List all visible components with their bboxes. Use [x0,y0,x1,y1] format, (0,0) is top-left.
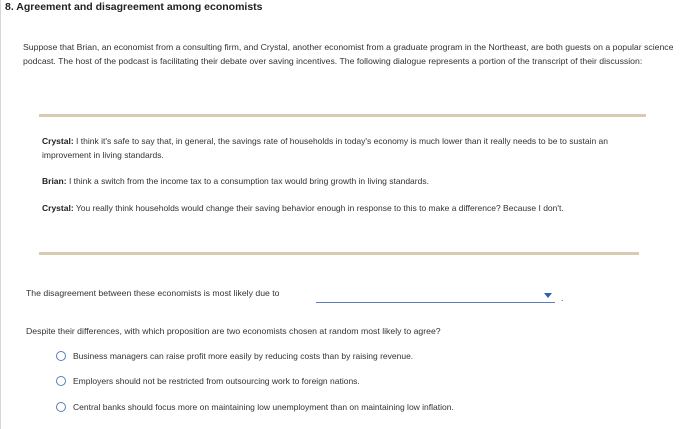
dialogue-line [42,174,647,188]
sentence-period: . [561,293,564,303]
dialogue-text: I think a switch from the income tax to a consumption tax would bring growth in living standards. [68,176,429,186]
answer-option-label[interactable]: Central banks should focus more on maintaining low unemployment than on maintaining low inflation. [73,402,454,412]
dialogue-bottom-divider [39,252,639,255]
agreement-prompt: Despite their differences, with which proposition are two economists chosen at random most likely to agree? [26,326,441,336]
answer-option-label[interactable]: Employers should not be restricted from outsourcing work to foreign nations. [73,376,360,386]
answer-option[interactable] [56,400,454,414]
radio-button[interactable] [56,402,66,412]
question-intro: Suppose that Brian, an economist from a consulting firm, and Crystal, another economist from a graduate program in the Northeast, are both guests on a popular science podcast. The host of the podcast is facilitating their debate over saving incentives. The following dialogue represents a portion of the transcript of their discussion: [23,42,674,66]
radio-button[interactable] [56,376,66,386]
dialogue-text: You really think households would change their saving behavior enough in response to this to make a difference? Because I don't. [75,203,564,213]
answer-option[interactable] [56,374,360,388]
dialogue-line [42,201,647,215]
question-heading: 8. Agreement and disagreement among economists [5,1,263,13]
dialogue-line [42,134,647,162]
answer-option[interactable] [56,349,413,363]
disagreement-dropdown[interactable] [316,289,555,303]
speaker-name: Crystal: [42,136,74,146]
dialogue-top-divider [39,114,646,117]
speaker-name: Crystal: [42,203,74,213]
dialogue-text: I think it's safe to say that, in general, the savings rate of households in today's economy is much lower than it really needs to be to sustain an improvement in living standards. [42,136,608,160]
speaker-name: Brian: [42,176,67,186]
chevron-down-icon[interactable] [544,293,552,298]
answer-option-label[interactable]: Business managers can raise profit more easily by reducing costs than by raising revenue. [73,351,414,361]
radio-button[interactable] [56,351,66,361]
disagreement-prompt: The disagreement between these economists is most likely due to [26,288,280,298]
